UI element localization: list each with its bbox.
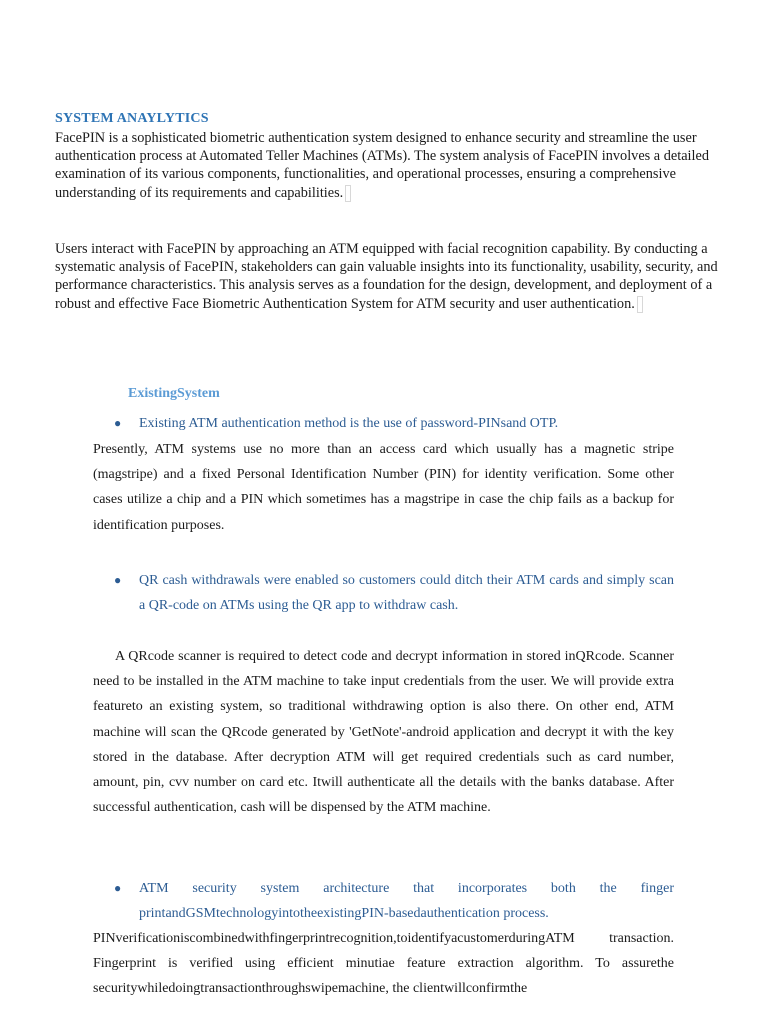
bullet-dot-icon: ● xyxy=(114,881,122,895)
paragraph-mark-icon xyxy=(345,185,351,202)
bullet-dot-icon: ● xyxy=(114,573,122,587)
body-paragraph: PINverificationiscombinedwithfingerprintrecognition,toidentifyacustomerduringATM transaction. Fingerprint is verified using efficient minutiae feature extraction algorithm. To assurethe securitywhiledoingtransactionthroughswipemachine, the clientwillconfirmthe xyxy=(93,931,674,997)
existing-system-title: ExistingSystem xyxy=(128,386,220,401)
intro-paragraph-text: FacePIN is a sophisticated biometric authentication system designed to enhance security and streamline the user authentication process at Automated Teller Machines (ATMs). The system analysis of FacePIN involves a detailed examination of its various components, functionalities, and operational processes, ensuring a comprehensive understanding of its requirements and capabilities. xyxy=(55,130,709,201)
second-paragraph xyxy=(55,240,740,313)
section-title: SYSTEM ANAYLYTICS xyxy=(55,111,209,126)
body-paragraph: A QRcode scanner is required to detect code and decrypt information in stored inQRcode. Scanner need to be installed in the ATM machine to take input credentials from the user. We will provide extra featureto an existing system, so traditional withdrawing option is also there. On other end, ATM machine will scan the QRcode generated by 'GetNote'-android application and decrypt it with the key stored in the database. After decryption ATM will get required credentials such as card number, amount, pin, cvv number on card etc. Itwill authenticate all the details with the banks database. After successful authentication, cash will be dispensed by the ATM machine. xyxy=(93,649,674,816)
body-paragraph: Presently, ATM systems use no more than an access card which usually has a magnetic stripe (magstripe) and a fixed Personal Identification Number (PIN) for identity verification. Some other cases utilize a chip and a PIN which sometimes has a magstripe in case the chip fails as a backup for identification purposes. xyxy=(93,442,674,533)
bullet-text: ATM security system architecture that incorporates both the finger printandGSMtechnologyintotheexistingPIN-basedauthentication process. xyxy=(139,881,674,921)
bullet-text: Existing ATM authentication method is the use of password-PINsand OTP. xyxy=(139,416,559,431)
paragraph-mark-icon xyxy=(637,296,643,313)
second-paragraph-text: Users interact with FacePIN by approaching an ATM equipped with facial recognition capability. By conducting a systematic analysis of FacePIN, stakeholders can gain valuable insights into its functionality, usability, security, and performance characteristics. This analysis serves as a foundation for the design, development, and deployment of a robust and effective Face Biometric Authentication System for ATM security and user authentication. xyxy=(55,241,718,312)
bullet-dot-icon: ● xyxy=(114,416,122,430)
bullet-text: QR cash withdrawals were enabled so customers could ditch their ATM cards and simply scan a QR-code on ATMs using the QR app to withdraw cash. xyxy=(139,573,674,613)
intro-paragraph xyxy=(55,129,740,202)
